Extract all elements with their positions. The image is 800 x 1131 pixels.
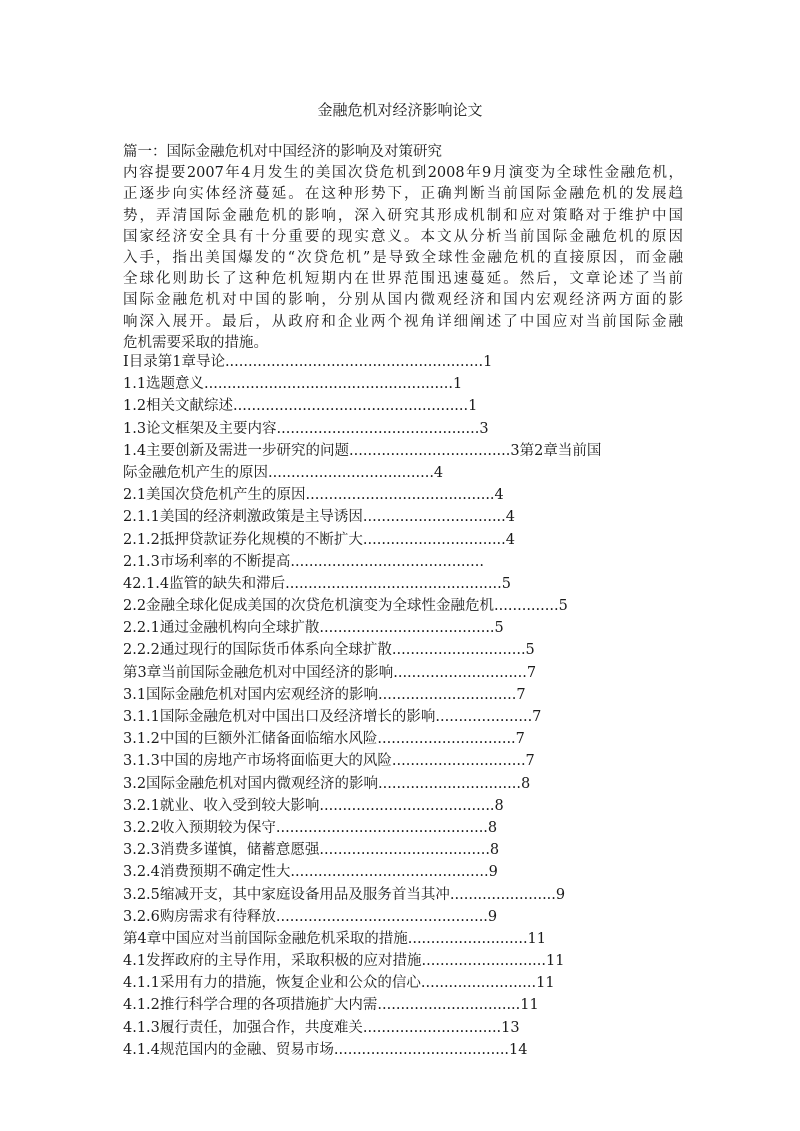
abstract-block <box>123 142 683 354</box>
toc-entry: 3.2国际金融危机对国内微观经济的影响...............................8 <box>123 775 531 792</box>
toc-entry: 42.1.4监管的缺失和滞后...............................................5 <box>123 575 511 592</box>
toc-entry: 2.1.1美国的经济刺激政策是主导诱因...............................4 <box>123 509 516 526</box>
toc-entry: 4.1.1采用有力的措施，恢复企业和公众的信心.........................11 <box>123 975 555 992</box>
abstract-line: 全球化则助长了这种危机短期内在世界范围迅速蔓延。然后，文章论述了当前 <box>123 271 683 288</box>
toc-entry: 2.2.2通过现行的国际货币体系向全球扩散.............................5 <box>123 642 535 659</box>
document-title: 金融危机对经济影响论文 <box>317 101 483 119</box>
section-heading: 篇一：国际金融危机对中国经济的影响及对策研究 <box>123 144 442 160</box>
toc-entry: 2.1美国次贷危机产生的原因.........................................4 <box>123 487 504 504</box>
toc-entry: 2.2金融全球化促成美国的次贷危机演变为全球性金融危机..............5 <box>123 598 568 615</box>
toc-entry: 3.1国际金融危机对国内宏观经济的影响..............................7 <box>123 686 526 703</box>
toc-entry: 1.1选题意义......................................................1 <box>123 376 463 393</box>
toc-entry: 际金融危机产生的原因....................................4 <box>123 464 444 481</box>
abstract-line: 危机需要采取的措施。 <box>123 334 268 351</box>
toc-entry: 3.2.5缩减开支，其中家庭设备用品及服务首当其冲.......................9 <box>123 886 566 903</box>
abstract-line: 正逐步向实体经济蔓延。在这种形势下，正确判断当前国际金融危机的发展趋 <box>123 186 683 203</box>
abstract-line: 国家经济安全具有十分重要的现实意义。本文从分析当前国际金融危机的原因 <box>123 228 683 245</box>
abstract-line: 国际金融危机对中国的影响，分别从国内微观经济和国内宏观经济两方面的影 <box>123 292 683 309</box>
toc-entry: 3.2.6购房需求有待释放..............................................9 <box>123 908 498 925</box>
toc-entry: 4.1.3履行责任，加强合作，共度难关..............................13 <box>123 1019 520 1036</box>
toc-entry: 3.2.3消费多谨慎，储蓄意愿强.....................................8 <box>123 842 500 859</box>
toc-entry: 1.4主要创新及需进一步研究的问题...................................3第2章当前国 <box>123 442 602 459</box>
toc-entry: 第4章中国应对当前国际金融危机采取的措施..........................11 <box>123 930 547 947</box>
toc-entry: 2.1.2抵押贷款证券化规模的不断扩大...............................4 <box>123 531 516 548</box>
toc-entry: 3.2.2收入预期较为保守..............................................8 <box>123 819 498 836</box>
toc-entry: 2.1.3市场利率的不断提高.......................................... <box>123 553 484 570</box>
abstract-line: 内容提要2007年4月发生的美国次贷危机到2008年9月演变为全球性金融危机， <box>123 165 683 182</box>
toc-entry: 4.1.2推行科学合理的各项措施扩大内需...............................11 <box>123 997 539 1014</box>
toc-entry: 第3章当前国际金融危机对中国经济的影响.............................7 <box>123 664 537 681</box>
abstract-line: 势，弄清国际金融危机的影响，深入研究其形成机制和应对策略对于维护中国 <box>123 207 683 224</box>
toc-entry: 3.2.1就业、收入受到较大影响......................................8 <box>123 797 504 814</box>
toc-entry: 3.2.4消费预期不确定性大...........................................9 <box>123 864 498 881</box>
toc-entry: 3.1.3中国的房地产市场将面临更大的风险.............................7 <box>123 753 535 770</box>
abstract-line: 入手，指出美国爆发的“次贷危机”是导致全球性金融危机的直接原因，而金融 <box>123 249 683 266</box>
toc-entry: 3.1.1国际金融危机对中国出口及经济增长的影响.....................7 <box>123 709 542 725</box>
toc-entry: 1.2相关文献综述...................................................1 <box>123 398 478 415</box>
toc-entry: 4.1.4规范国内的金融、贸易市场......................................14 <box>123 1041 528 1058</box>
table-of-contents <box>123 351 683 1061</box>
toc-entry: 1.3论文框架及主要内容............................................3 <box>123 420 489 437</box>
toc-entry: 3.1.2中国的巨额外汇储备面临缩水风险..............................7 <box>123 731 525 748</box>
toc-entry: 4.1发挥政府的主导作用，采取积极的应对措施...........................11 <box>123 953 565 970</box>
toc-entry: I目录第1章导论........................................................1 <box>123 354 493 370</box>
abstract-line: 响深入展开。最后，从政府和企业两个视角详细阐述了中国应对当前国际金融 <box>123 313 683 330</box>
toc-entry: 2.2.1通过金融机构向全球扩散......................................5 <box>123 620 504 637</box>
